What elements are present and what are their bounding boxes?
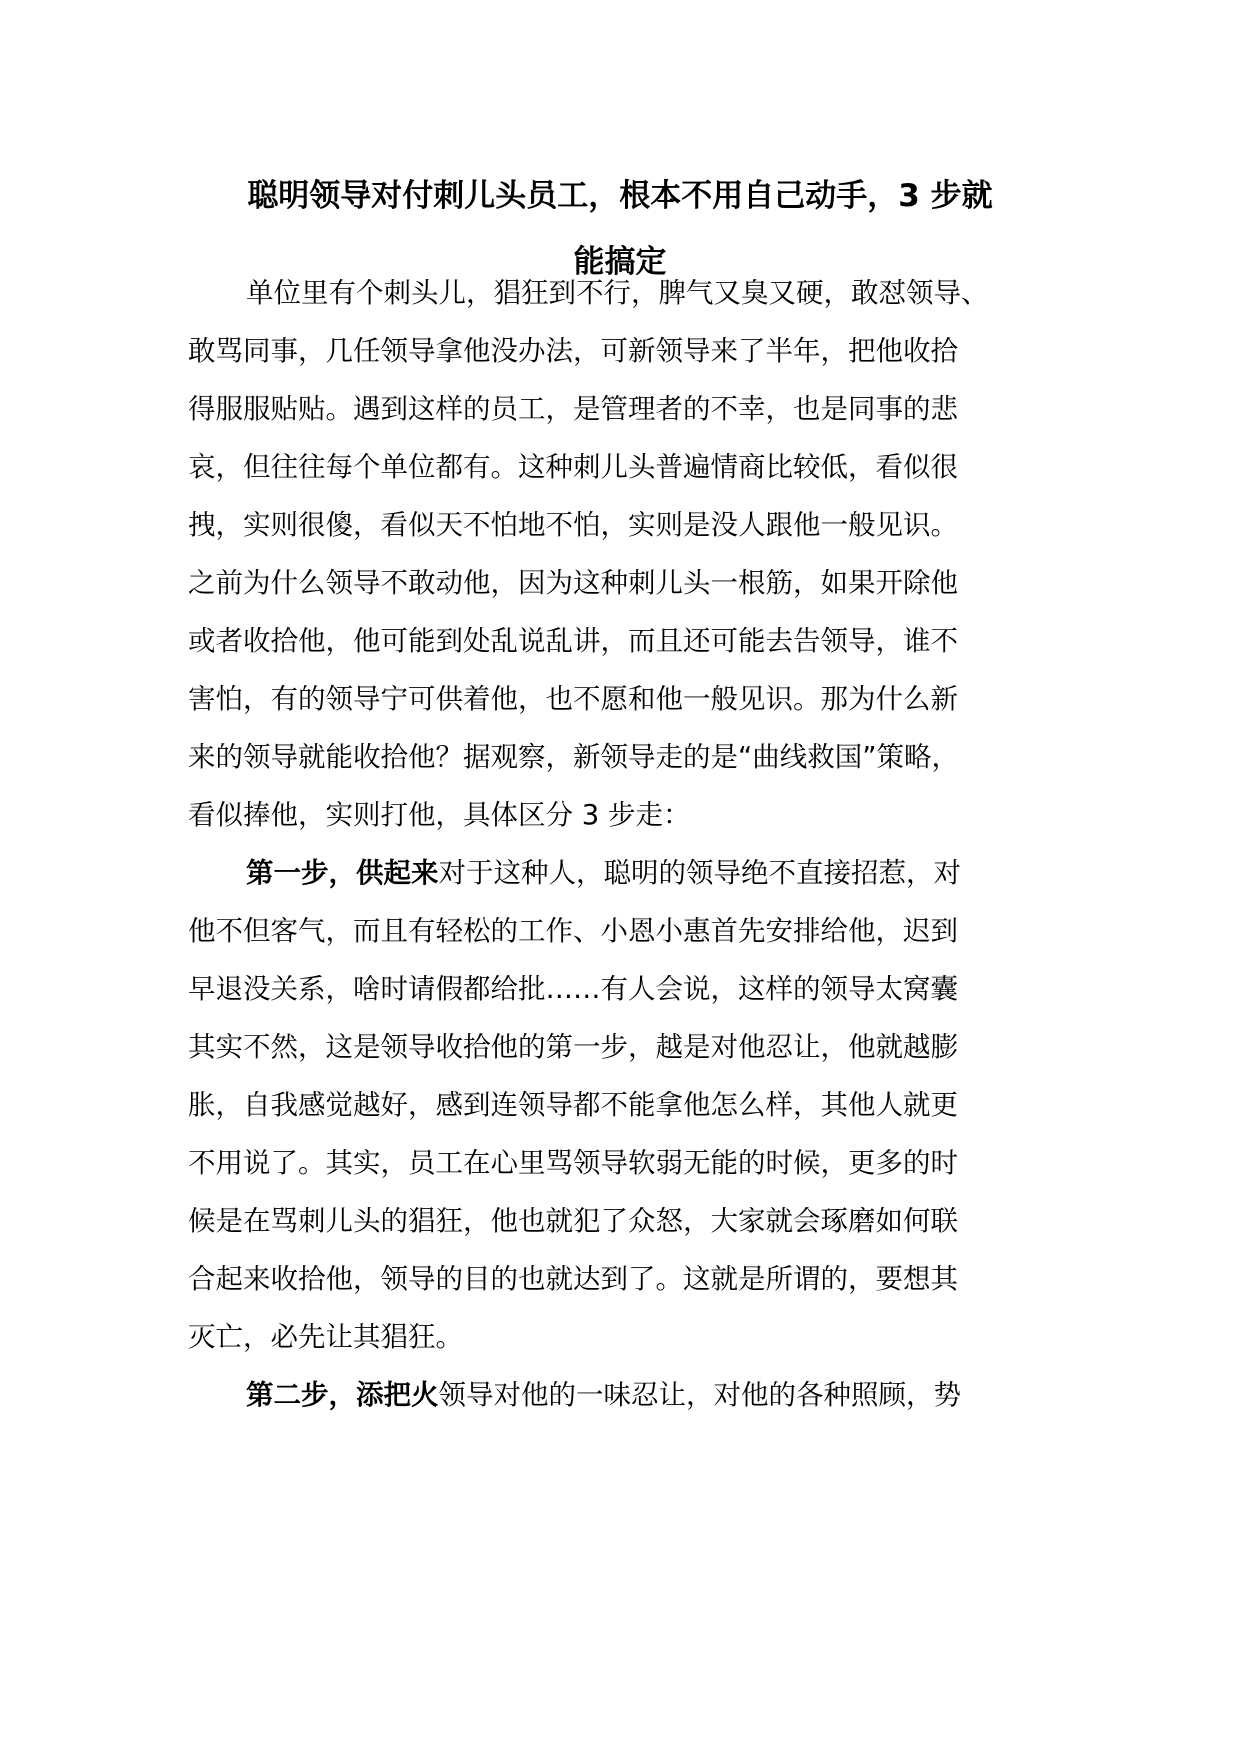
- body-line: 之前为什么领导不敢动他，因为这种刺儿头一根筋，如果开除他: [188, 567, 958, 599]
- body-line: 其实不然，这是领导收拾他的第一步，越是对他忍让，他就越膨: [188, 1031, 958, 1063]
- body-line: 灭亡，必先让其猖狂。: [188, 1321, 463, 1353]
- body-line: 来的领导就能收拾他？据观察，新领导走的是“曲线救国”策略，: [188, 741, 959, 773]
- body-line: 候是在骂刺儿头的猖狂，他也就犯了众怒，大家就会琢磨如何联: [188, 1205, 958, 1237]
- body-line: 合起来收拾他，领导的目的也就达到了。这就是所谓的，要想其: [188, 1263, 958, 1295]
- body-line: 害怕，有的领导宁可供着他，也不愿和他一般见识。那为什么新: [188, 683, 958, 715]
- document-title-line-2: 能搞定: [573, 244, 667, 280]
- body-line: 拽，实则很傻，看似天不怕地不怕，实则是没人跟他一般见识。: [188, 509, 958, 541]
- body-line: 不用说了。其实，员工在心里骂领导软弱无能的时候，更多的时: [188, 1147, 958, 1179]
- step1-line: [246, 858, 961, 888]
- step1-heading: 第一步，供起来: [246, 857, 439, 889]
- body-line: 看似捧他，实则打他，具体区分 3 步走：: [188, 799, 691, 831]
- body-line: 敢骂同事，几任领导拿他没办法，可新领导来了半年，把他收拾: [188, 335, 958, 367]
- body-line: 或者收拾他，他可能到处乱说乱讲，而且还可能去告领导，谁不: [188, 625, 958, 657]
- body-line: 他不但客气，而且有轻松的工作、小恩小惠首先安排给他，迟到: [188, 915, 958, 947]
- document-title-line-1: 聪明领导对付刺儿头员工，根本不用自己动手，3 步就: [247, 178, 993, 214]
- body-line: 得服服贴贴。遇到这样的员工，是管理者的不幸，也是同事的悲: [188, 393, 958, 425]
- step2-line: [246, 1380, 961, 1410]
- body-line: 单位里有个刺头儿，猖狂到不行，脾气又臭又硬，敢怼领导、: [246, 277, 989, 309]
- body-line-text: 对于这种人，聪明的领导绝不直接招惹，对: [438, 857, 961, 889]
- body-line-text: 领导对他的一味忍让，对他的各种照顾，势: [438, 1379, 961, 1411]
- step2-heading: 第二步，添把火: [246, 1379, 439, 1411]
- body-line: 哀，但往往每个单位都有。这种刺儿头普遍情商比较低，看似很: [188, 451, 958, 483]
- body-line: 早退没关系，啥时请假都给批……有人会说，这样的领导太窝囊: [188, 973, 958, 1005]
- body-line: 胀，自我感觉越好，感到连领导都不能拿他怎么样，其他人就更: [188, 1089, 958, 1121]
